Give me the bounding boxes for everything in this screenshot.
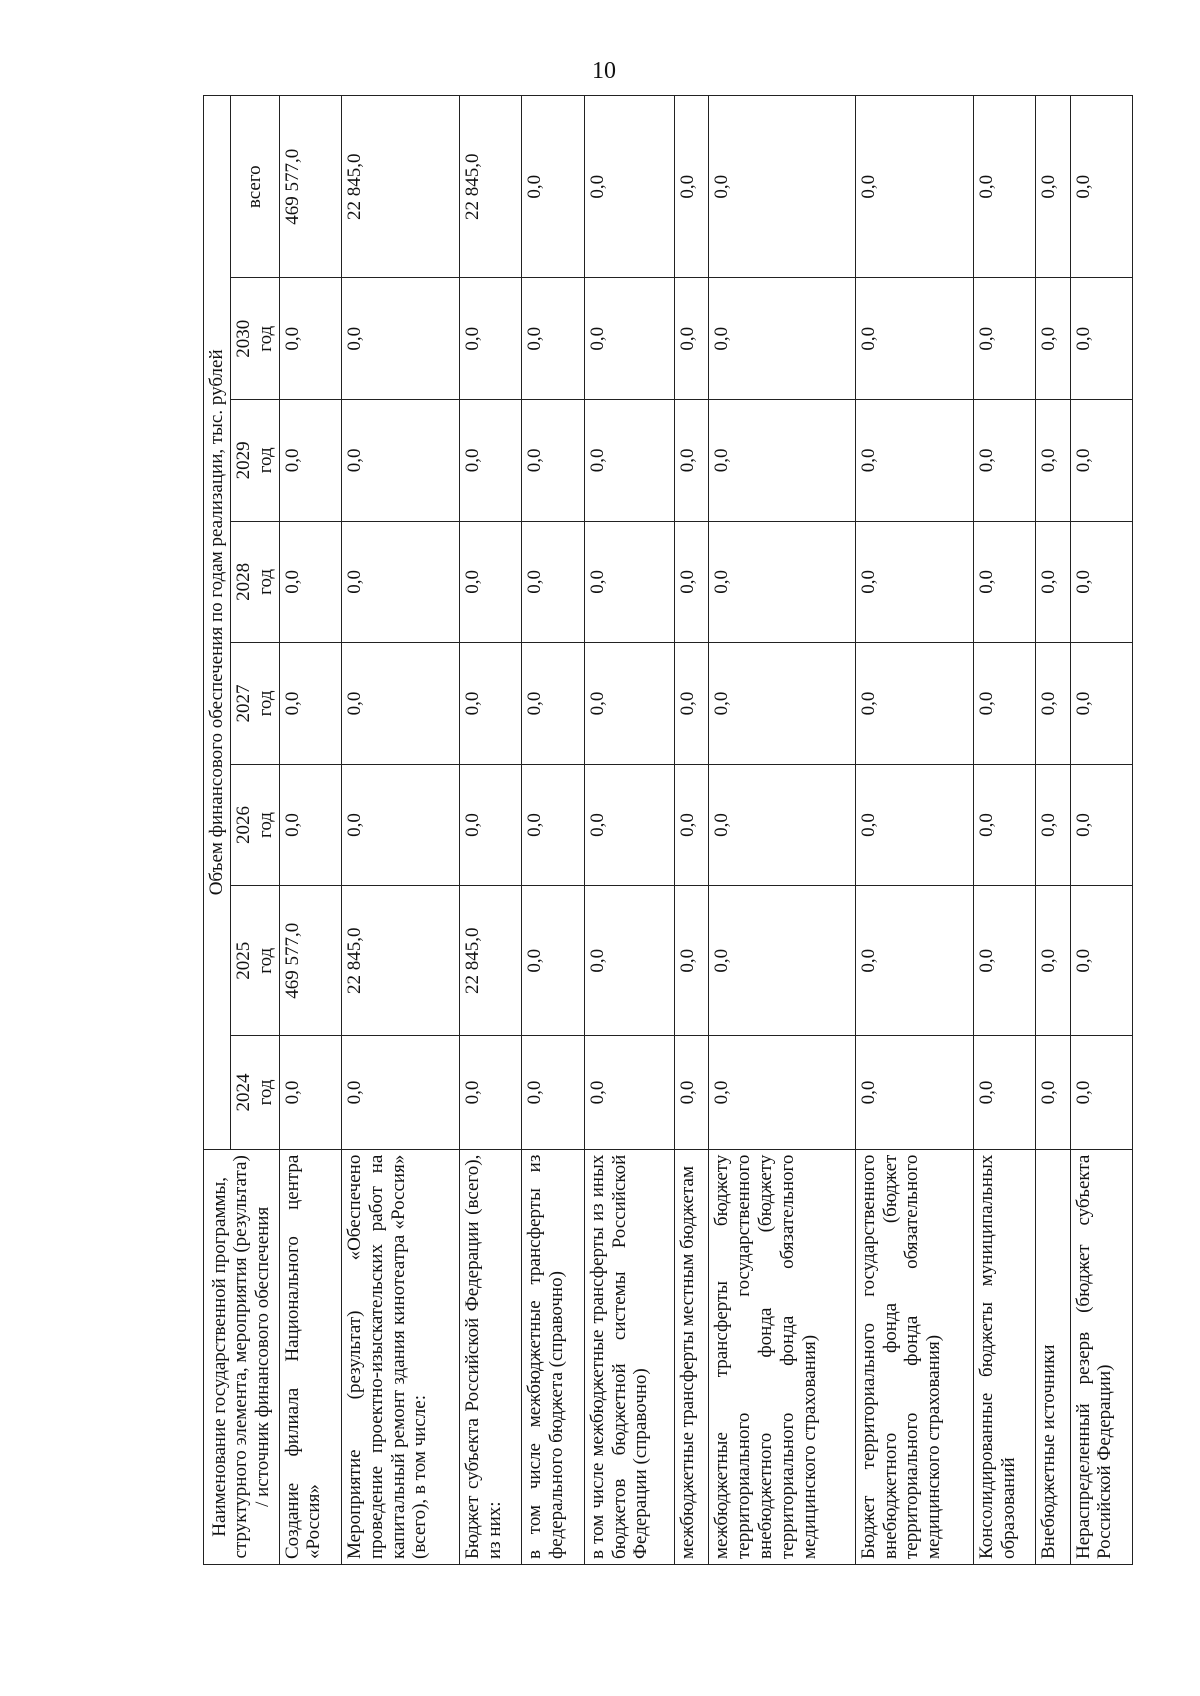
year-label: 2030 [232,319,254,358]
total-value-cell: 0,0 [855,96,973,278]
funding-table [203,95,1133,1565]
year-column-header [230,400,279,522]
year-unit: год [254,447,276,474]
year-value-cell: 0,0 [709,521,855,643]
year-value-cell: 469 577,0 [279,886,341,1036]
total-value-cell: 0,0 [584,96,674,278]
table-body [279,96,1132,1565]
year-value-cell: 0,0 [675,521,709,643]
year-value-cell: 0,0 [279,1036,341,1149]
row-name-cell: Бюджет территориального государственного внебюджетного фонда (бюджет территориального фонда обязательного медицинского страхования) [855,1149,973,1564]
year-value-cell: 0,0 [1070,521,1132,643]
year-column-header [230,278,279,400]
table-row [341,96,459,1565]
table-row [855,96,973,1565]
year-value-cell: 0,0 [855,643,973,765]
year-value-cell: 0,0 [341,278,459,400]
year-label: 2025 [232,941,254,980]
table-row [279,96,341,1565]
year-column-header [230,764,279,886]
year-value-cell: 0,0 [855,886,973,1036]
year-value-cell: 0,0 [522,643,584,765]
year-value-cell: 0,0 [522,764,584,886]
row-name-cell: Нераспределенный резерв (бюджет субъекта Российской Федерации) [1070,1149,1132,1564]
year-value-cell: 0,0 [1036,521,1070,643]
page-number: 10 [592,58,616,84]
total-value-cell: 0,0 [1070,96,1132,278]
year-value-cell: 0,0 [675,643,709,765]
year-value-cell: 0,0 [522,278,584,400]
year-value-cell: 0,0 [709,1036,855,1149]
year-value-cell: 0,0 [279,764,341,886]
table-row [584,96,674,1565]
year-value-cell: 0,0 [1036,643,1070,765]
year-value-cell: 0,0 [460,278,522,400]
row-name-cell: межбюджетные трансферты местным бюджетам [675,1149,709,1564]
year-value-cell: 0,0 [675,278,709,400]
year-value-cell: 0,0 [1036,886,1070,1036]
year-label: 2027 [232,684,254,723]
year-value-cell: 0,0 [522,400,584,522]
year-value-cell: 0,0 [675,886,709,1036]
table-row [973,96,1035,1565]
year-value-cell: 0,0 [855,521,973,643]
year-unit: год [254,947,276,974]
year-value-cell: 0,0 [279,521,341,643]
year-value-cell: 22 845,0 [460,886,522,1036]
year-value-cell: 0,0 [460,1036,522,1149]
year-value-cell: 0,0 [279,643,341,765]
year-value-cell: 0,0 [522,886,584,1036]
year-value-cell: 0,0 [973,278,1035,400]
year-value-cell: 0,0 [584,886,674,1036]
year-value-cell: 0,0 [460,643,522,765]
year-unit: год [254,1079,276,1106]
total-value-cell: 469 577,0 [279,96,341,278]
row-name-cell: Мероприятие (результат) «Обеспечено проведение проектно-изыскательских работ на капитальный ремонт здания кинотеатра «Россия» (всего), в том числе: [341,1149,459,1564]
total-value-cell: 0,0 [973,96,1035,278]
year-column-header [230,886,279,1036]
volume-column-header: Объем финансового обеспечения по годам реализации, тыс. рублей [204,96,231,1150]
table-row [675,96,709,1565]
year-value-cell: 0,0 [1070,886,1132,1036]
year-value-cell: 0,0 [709,886,855,1036]
year-value-cell: 0,0 [460,764,522,886]
year-value-cell: 0,0 [341,400,459,522]
year-value-cell: 0,0 [1070,1036,1132,1149]
year-unit: год [254,812,276,838]
year-value-cell: 0,0 [341,764,459,886]
year-value-cell: 0,0 [675,400,709,522]
year-value-cell: 0,0 [973,400,1035,522]
year-value-cell: 0,0 [522,1036,584,1149]
year-value-cell: 0,0 [584,400,674,522]
year-value-cell: 0,0 [460,400,522,522]
year-unit: год [254,690,276,717]
year-value-cell: 0,0 [973,521,1035,643]
rotated-table-frame [203,95,1133,1565]
year-label: 2029 [232,441,254,480]
name-column-header: Наименование государственной программы, структурного элемента, мероприятия (результата) / источник финансового обеспечения [204,1149,280,1564]
year-value-cell: 0,0 [855,764,973,886]
total-value-cell: 22 845,0 [460,96,522,278]
year-value-cell: 0,0 [709,278,855,400]
year-column-header [230,1036,279,1149]
total-value-cell: 0,0 [709,96,855,278]
year-value-cell: 0,0 [1036,1036,1070,1149]
total-value-cell: 0,0 [1036,96,1070,278]
table-row [460,96,522,1565]
row-name-cell: в том числе межбюджетные трансферты из иных бюджетов бюджетной системы Российской Федерации (справочно) [584,1149,674,1564]
table-header [204,96,280,1565]
year-value-cell: 0,0 [1070,643,1132,765]
year-value-cell: 0,0 [341,643,459,765]
year-value-cell: 0,0 [584,278,674,400]
table-row [522,96,584,1565]
row-name-cell: Консолидированные бюджеты муниципальных образований [973,1149,1035,1564]
year-value-cell: 0,0 [1070,764,1132,886]
year-value-cell: 0,0 [1036,400,1070,522]
total-value-cell: 0,0 [675,96,709,278]
year-label: 2024 [232,1073,254,1112]
total-value-cell: 0,0 [522,96,584,278]
year-value-cell: 0,0 [1070,278,1132,400]
year-value-cell: 22 845,0 [341,886,459,1036]
year-label: 2026 [232,806,254,844]
year-value-cell: 0,0 [973,764,1035,886]
total-value-cell: 22 845,0 [341,96,459,278]
row-name-cell: Создание филиала Национального центра «Россия» [279,1149,341,1564]
year-value-cell: 0,0 [1070,400,1132,522]
row-name-cell: Бюджет субъекта Российской Федерации (всего), из них: [460,1149,522,1564]
year-value-cell: 0,0 [522,521,584,643]
year-value-cell: 0,0 [341,521,459,643]
row-name-cell: межбюджетные трансферты бюджету территориального государственного внебюджетного фонда (бюджету территориального фонда обязательного медицинского страхования) [709,1149,855,1564]
year-value-cell: 0,0 [855,1036,973,1149]
table-row [1070,96,1132,1565]
year-unit: год [254,568,276,595]
year-value-cell: 0,0 [675,1036,709,1149]
year-value-cell: 0,0 [855,278,973,400]
year-value-cell: 0,0 [460,521,522,643]
year-value-cell: 0,0 [675,764,709,886]
year-column-header [230,643,279,765]
table-row [709,96,855,1565]
year-value-cell: 0,0 [709,400,855,522]
year-value-cell: 0,0 [709,643,855,765]
total-column-header: всего [230,96,279,278]
year-label: 2028 [232,562,254,601]
year-value-cell: 0,0 [279,400,341,522]
year-value-cell: 0,0 [855,400,973,522]
funding-table-container [203,95,1133,1565]
year-value-cell: 0,0 [584,643,674,765]
year-value-cell: 0,0 [709,764,855,886]
year-value-cell: 0,0 [973,1036,1035,1149]
row-name-cell: в том числе межбюджетные трансферты из федерального бюджета (справочно) [522,1149,584,1564]
year-unit: год [254,325,276,352]
year-value-cell: 0,0 [973,643,1035,765]
year-value-cell: 0,0 [973,886,1035,1036]
year-value-cell: 0,0 [584,1036,674,1149]
year-column-header [230,521,279,643]
year-value-cell: 0,0 [584,521,674,643]
year-value-cell: 0,0 [279,278,341,400]
row-name-cell: Внебюджетные источники [1036,1149,1070,1564]
year-value-cell: 0,0 [584,764,674,886]
table-row [1036,96,1070,1565]
year-value-cell: 0,0 [341,1036,459,1149]
year-value-cell: 0,0 [1036,278,1070,400]
year-value-cell: 0,0 [1036,764,1070,886]
